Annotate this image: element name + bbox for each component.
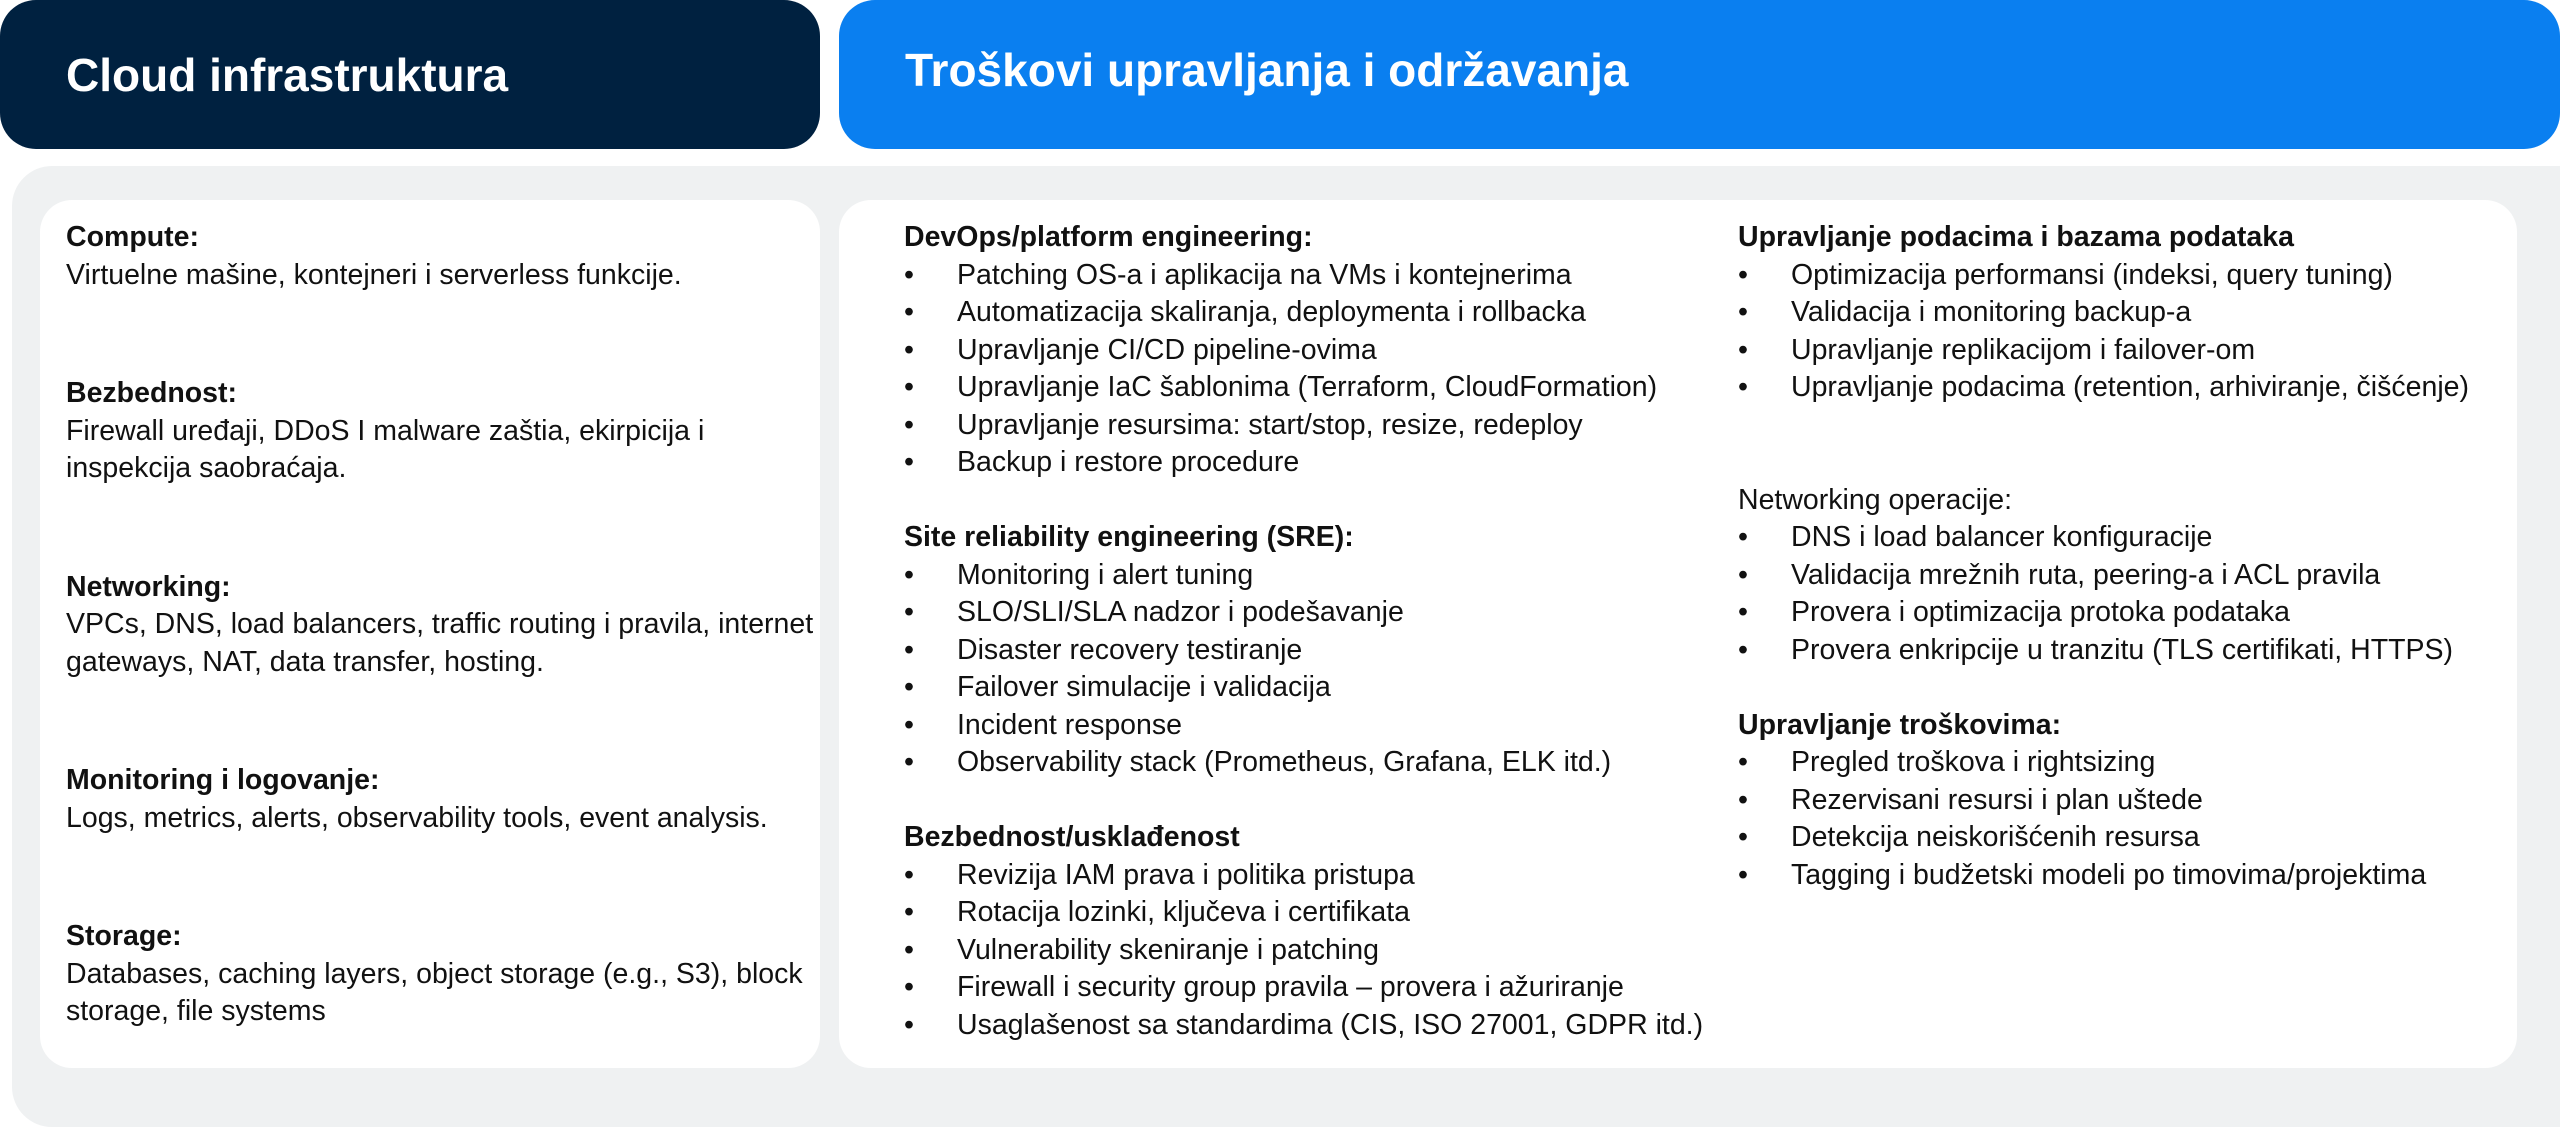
list-item: • Revizija IAM prava i politika pristupa <box>904 857 1714 895</box>
infra-section-storage <box>66 918 820 1031</box>
list-item: • Upravljanje replikacijom i failover-om <box>1738 332 2508 370</box>
list-item: • Failover simulacije i validacija <box>904 669 1714 707</box>
list-item: • Upravljanje IaC šablonima (Terraform, CloudFormation) <box>904 369 1714 407</box>
infra-section-security <box>66 375 820 488</box>
list-item: • Patching OS-a i aplikacija na VMs i kontejnerima <box>904 257 1714 295</box>
list-item: • Validacija i monitoring backup-a <box>1738 294 2508 332</box>
sre-title: Site reliability engineering (SRE): <box>904 521 1354 553</box>
list-item: • Upravljanje resursima: start/stop, resize, redeploy <box>904 407 1714 445</box>
infra-section-text: Firewall uređaji, DDoS I malware zaštia, ekirpicija i inspekcija saobraćaja. <box>66 414 705 484</box>
sre-section <box>904 519 1714 782</box>
list-item: • Upravljanje podacima (retention, arhiviranje, čišćenje) <box>1738 369 2508 407</box>
infra-section-title: Compute: <box>66 221 199 253</box>
list-item: • Provera enkripcije u tranzitu (TLS certifikati, HTTPS) <box>1738 632 2508 670</box>
cost-management-list <box>1738 744 2508 894</box>
list-item: • Observability stack (Prometheus, Grafana, ELK itd.) <box>904 744 1714 782</box>
list-item: • Disaster recovery testiranje <box>904 632 1714 670</box>
devops-list <box>904 257 1714 482</box>
list-item: • Rezervisani resursi i plan uštede <box>1738 782 2508 820</box>
list-item: • Rotacija lozinki, ključeva i certifikata <box>904 894 1714 932</box>
costs-column-2 <box>1738 219 2508 894</box>
infra-section-monitoring <box>66 762 820 837</box>
list-item: • Incident response <box>904 707 1714 745</box>
list-item: • Monitoring i alert tuning <box>904 557 1714 595</box>
infra-section-compute <box>66 219 820 294</box>
costs-card <box>839 200 2517 1068</box>
data-management-title: Upravljanje podacima i bazama podataka <box>1738 221 2294 253</box>
security-section <box>904 819 1714 1044</box>
cloud-infrastructure-header <box>0 0 820 149</box>
list-item: • Tagging i budžetski modeli po timovima/projektima <box>1738 857 2508 895</box>
security-list <box>904 857 1714 1045</box>
cost-management-section <box>1738 707 2508 895</box>
infra-section-networking <box>66 569 820 682</box>
list-item: • Upravljanje CI/CD pipeline-ovima <box>904 332 1714 370</box>
list-item: • Provera i optimizacija protoka podataka <box>1738 594 2508 632</box>
list-item: • Usaglašenost sa standardima (CIS, ISO 27001, GDPR itd.) <box>904 1007 1714 1045</box>
security-title: Bezbednost/usklađenost <box>904 821 1240 853</box>
list-item: • Automatizacija skaliranja, deploymenta i rollbacka <box>904 294 1714 332</box>
infra-section-title: Monitoring i logovanje: <box>66 764 380 796</box>
infra-section-text: Databases, caching layers, object storage (e.g., S3), block storage, file systems <box>66 957 803 1027</box>
maintenance-costs-header <box>839 0 2560 149</box>
devops-section <box>904 219 1714 482</box>
list-item: • Firewall i security group pravila – provera i ažuriranje <box>904 969 1714 1007</box>
header-title-left: Cloud infrastruktura <box>66 48 509 101</box>
infra-section-text: Virtuelne mašine, kontejneri i serverless funkcije. <box>66 258 682 291</box>
infra-section-title: Bezbednost: <box>66 377 237 409</box>
networking-ops-section <box>1738 482 2508 670</box>
list-item: • Optimizacija performansi (indeksi, query tuning) <box>1738 257 2508 295</box>
cost-management-title: Upravljanje troškovima: <box>1738 708 2062 741</box>
infra-section-title: Storage: <box>66 920 182 952</box>
list-item: • SLO/SLI/SLA nadzor i podešavanje <box>904 594 1714 632</box>
list-item: • Detekcija neiskorišćenih resursa <box>1738 819 2508 857</box>
list-item: • Backup i restore procedure <box>904 444 1714 482</box>
infra-section-text: VPCs, DNS, load balancers, traffic routing i pravila, internet gateways, NAT, data transfer, hosting. <box>66 608 814 678</box>
infrastructure-card <box>40 200 820 1068</box>
devops-title: DevOps/platform engineering: <box>904 221 1313 253</box>
infra-section-title: Networking: <box>66 570 231 603</box>
header-title-right: Troškovi upravljanja i održavanja <box>905 43 1629 96</box>
list-item: • Validacija mrežnih ruta, peering-a i ACL pravila <box>1738 557 2508 595</box>
list-item: • Vulnerability skeniranje i patching <box>904 932 1714 970</box>
infra-section-text: Logs, metrics, alerts, observability tools, event analysis. <box>66 801 768 834</box>
networking-ops-title: Networking operacije: <box>1738 483 2013 516</box>
list-item: • DNS i load balancer konfiguracije <box>1738 519 2508 557</box>
sre-list <box>904 557 1714 782</box>
data-management-list <box>1738 257 2508 407</box>
data-management-section <box>1738 219 2508 407</box>
networking-ops-list <box>1738 519 2508 669</box>
costs-column-1 <box>904 219 1714 1044</box>
list-item: • Pregled troškova i rightsizing <box>1738 744 2508 782</box>
